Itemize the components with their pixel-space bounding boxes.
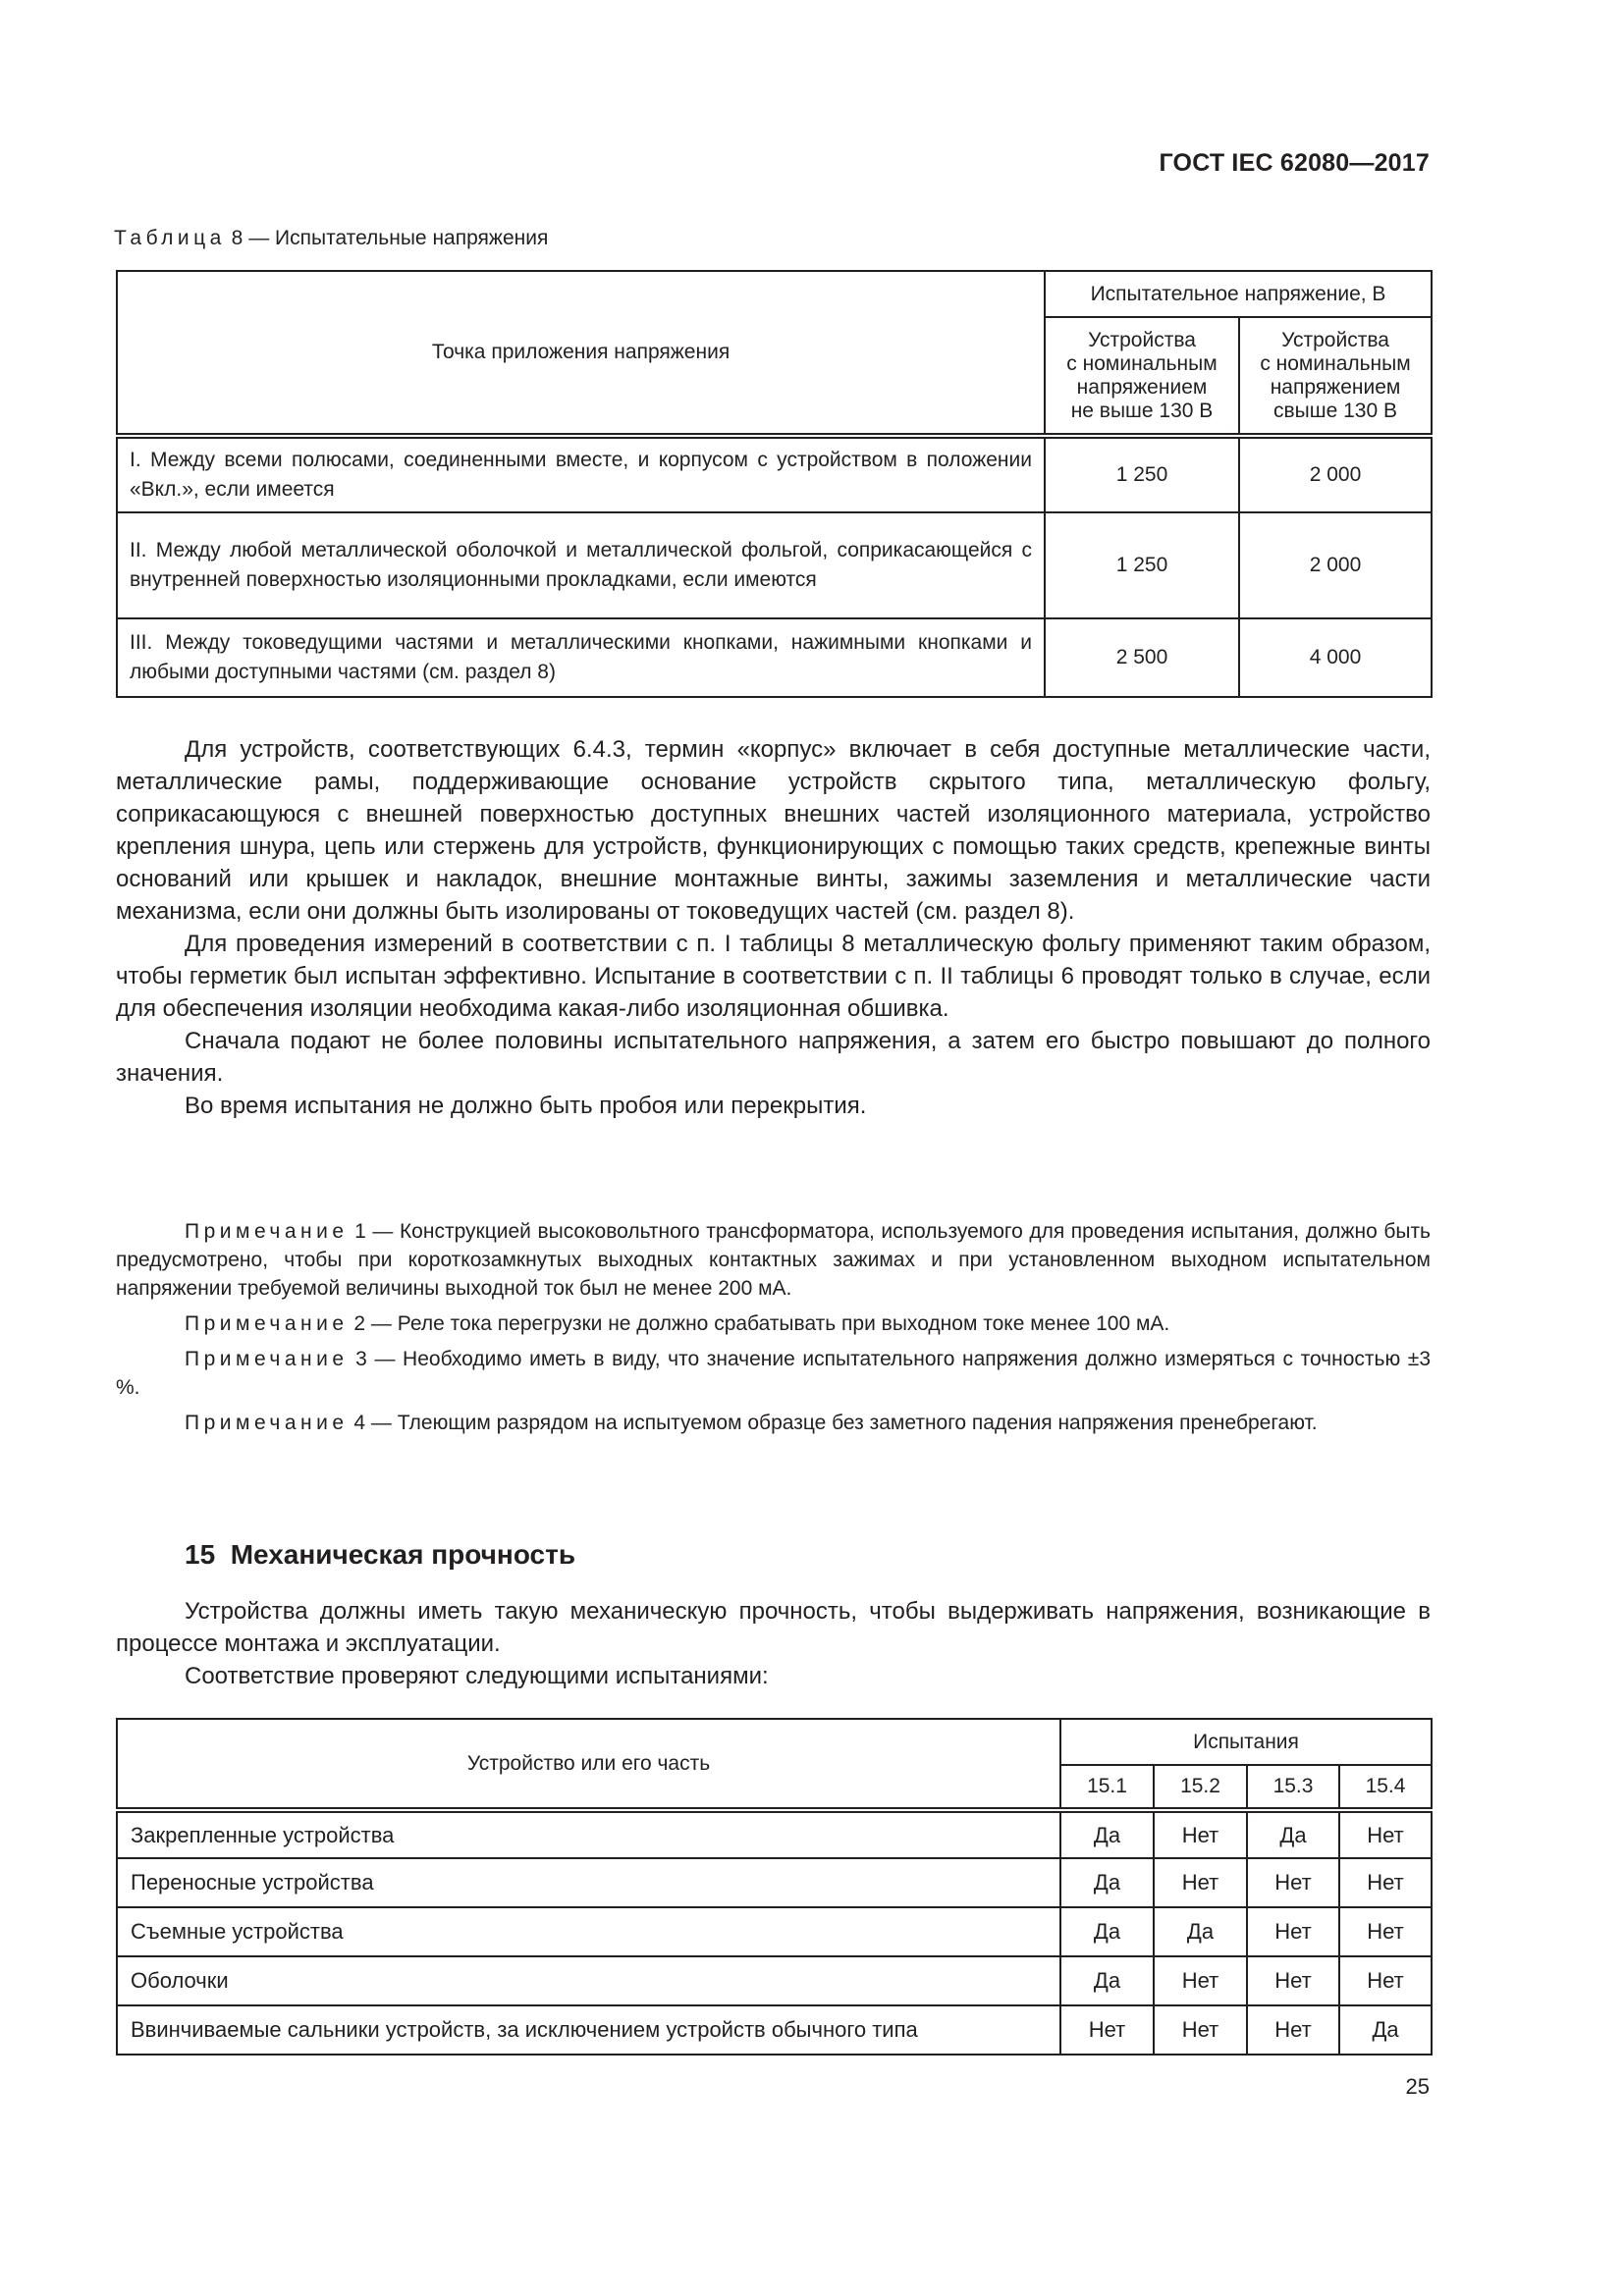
section-15-paragraphs bbox=[116, 1595, 1431, 1692]
device-name: Закрепленные устройства bbox=[117, 1810, 1060, 1858]
table-header-row bbox=[117, 271, 1432, 317]
header-line: Устройства bbox=[1088, 328, 1196, 351]
low-voltage-value: 2 500 bbox=[1045, 618, 1239, 697]
body-paragraphs bbox=[116, 733, 1431, 1122]
table-row bbox=[117, 1956, 1432, 2005]
table-8-caption bbox=[114, 227, 548, 250]
header-line: с номинальным bbox=[1066, 351, 1218, 375]
page-number: 25 bbox=[1405, 2074, 1430, 2099]
test-result: Нет bbox=[1154, 1858, 1247, 1907]
table-row bbox=[117, 512, 1432, 618]
test-result: Нет bbox=[1154, 2005, 1247, 2055]
header-line: свыше 130 В bbox=[1273, 399, 1397, 422]
note-number: 1 — bbox=[348, 1220, 400, 1243]
high-voltage-value: 2 000 bbox=[1239, 436, 1432, 512]
section-15-heading: 15 Механическая прочность bbox=[185, 1539, 576, 1570]
test-result: Нет bbox=[1339, 1956, 1432, 2005]
paragraph-housing-definition: Для устройств, соответствующих 6.4.3, термин «корпус» включает в себя доступные металлические части, металлические рамы, поддерживающие основание устройств скрытого типа, металлическую фольгу, соприкасающуюся с внешней поверхностью доступных внешних частей изоляционного материала, устройство крепления шнура, цепь или стержень для устройств, функционирующих с помощью таких средств, крепежные винты оснований или крышек и накладок, внешние монтажные винты, зажимы заземления и металлические части механизма, если они должны быть изолированы от токоведущих частей (см. раздел 8). bbox=[116, 736, 1431, 925]
device-name: Ввинчиваемые сальники устройств, за исключением устройств обычного типа bbox=[117, 2005, 1060, 2055]
test-result: Нет bbox=[1247, 2005, 1339, 2055]
test-result: Нет bbox=[1339, 1810, 1432, 1858]
test-result: Да bbox=[1339, 2005, 1432, 2055]
test-result: Да bbox=[1060, 1810, 1154, 1858]
table-row bbox=[117, 2005, 1432, 2055]
header-test-voltage: Испытательное напряжение, В bbox=[1045, 271, 1432, 317]
device-name: Оболочки bbox=[117, 1956, 1060, 2005]
note-label: Примечание bbox=[185, 1312, 349, 1335]
test-result: Да bbox=[1247, 1810, 1339, 1858]
table-row bbox=[117, 436, 1432, 512]
high-voltage-value: 4 000 bbox=[1239, 618, 1432, 697]
header-tests: Испытания bbox=[1060, 1719, 1432, 1765]
header-line: напряжением bbox=[1270, 375, 1401, 399]
paragraph-no-breakdown: Во время испытания не должно быть пробоя или перекрытия. bbox=[185, 1093, 867, 1119]
test-result: Да bbox=[1060, 1907, 1154, 1956]
note-text: Конструкцией высоковольтного трансформатора, используемого для проведения испытания, должно быть предусмотрено, чтобы при короткозамкнутых выходных контактных зажимах и при установленном выходном испытательном напряжении требуемой величины выходной ток был не менее 200 мА. bbox=[116, 1220, 1432, 1300]
note-2 bbox=[116, 1309, 1431, 1338]
note-label: Примечание bbox=[185, 1220, 349, 1243]
test-result: Нет bbox=[1154, 1810, 1247, 1858]
caption-title: 8 — Испытательные напряжения bbox=[225, 227, 549, 249]
note-text: Необходимо иметь в виду, что значение испытательного напряжения должно измеряться с точностью ±3 %. bbox=[116, 1348, 1431, 1399]
paragraph-voltage-ramp: Сначала подают не более половины испытательного напряжения, а затем его быстро повышают до полного значения. bbox=[116, 1028, 1431, 1087]
application-point-cell: I. Между всеми полюсами, соединенными вместе, и корпусом с устройством в положении «Вкл.», если имеется bbox=[117, 436, 1045, 512]
device-name: Съемные устройства bbox=[117, 1907, 1060, 1956]
notes-block bbox=[116, 1217, 1431, 1444]
test-result: Нет bbox=[1339, 1858, 1432, 1907]
header-line: с номинальным bbox=[1260, 351, 1411, 375]
header-line: не выше 130 В bbox=[1070, 399, 1214, 422]
header-device: Устройство или его часть bbox=[117, 1719, 1060, 1810]
test-result: Нет bbox=[1154, 1956, 1247, 2005]
header-high-voltage-devices bbox=[1239, 317, 1432, 436]
table-row bbox=[117, 1907, 1432, 1956]
note-label: Примечание bbox=[185, 1412, 349, 1434]
test-result: Да bbox=[1154, 1907, 1247, 1956]
test-result: Нет bbox=[1060, 2005, 1154, 2055]
note-1 bbox=[116, 1217, 1431, 1303]
test-result: Нет bbox=[1247, 1956, 1339, 2005]
paragraph-compliance: Соответствие проверяют следующими испытаниями: bbox=[185, 1663, 769, 1689]
note-text: Тлеющим разрядом на испытуемом образце без заметного падения напряжения пренебрегают. bbox=[397, 1412, 1318, 1434]
note-number: 3 — bbox=[348, 1348, 404, 1370]
header-line: напряжением bbox=[1076, 375, 1208, 399]
application-point-cell: III. Между токоведущими частями и металлическими кнопками, нажимными кнопками и любыми доступными частями (см. раздел 8) bbox=[117, 618, 1045, 697]
table-row bbox=[117, 1858, 1432, 1907]
note-number: 2 — bbox=[348, 1312, 398, 1335]
test-result: Да bbox=[1060, 1956, 1154, 2005]
table-row bbox=[117, 1810, 1432, 1858]
header-test-id: 15.1 bbox=[1060, 1765, 1154, 1810]
header-test-id: 15.4 bbox=[1339, 1765, 1432, 1810]
header-test-id: 15.3 bbox=[1247, 1765, 1339, 1810]
note-text: Реле тока перегрузки не должно срабатывать при выходном токе менее 100 мА. bbox=[397, 1312, 1170, 1335]
note-4 bbox=[116, 1409, 1431, 1437]
low-voltage-value: 1 250 bbox=[1045, 436, 1239, 512]
note-3 bbox=[116, 1345, 1431, 1402]
caption-label: Таблица bbox=[114, 227, 226, 249]
table-header-row bbox=[117, 1719, 1432, 1765]
document-id-header: ГОСТ IEC 62080—2017 bbox=[1159, 149, 1430, 177]
high-voltage-value: 2 000 bbox=[1239, 512, 1432, 618]
header-line: Устройства bbox=[1281, 328, 1389, 351]
low-voltage-value: 1 250 bbox=[1045, 512, 1239, 618]
test-result: Нет bbox=[1247, 1907, 1339, 1956]
paragraph-foil-measurement: Для проведения измерений в соответствии с п. I таблицы 8 металлическую фольгу применяют таким образом, чтобы герметик был испытан эффективно. Испытание в соответствии с п. II таблицы 6 проводят только в случае, если для обеспечения изоляции необходима какая-либо изоляционная обшивка. bbox=[116, 931, 1431, 1022]
table-row bbox=[117, 618, 1432, 697]
header-low-voltage-devices bbox=[1045, 317, 1239, 436]
paragraph-mechanical-strength: Устройства должны иметь такую механическую прочность, чтобы выдерживать напряжения, возникающие в процессе монтажа и эксплуатации. bbox=[116, 1598, 1431, 1657]
note-label: Примечание bbox=[185, 1348, 349, 1370]
test-result: Нет bbox=[1247, 1858, 1339, 1907]
mechanical-tests-table bbox=[116, 1718, 1433, 2056]
note-number: 4 — bbox=[348, 1412, 398, 1434]
test-voltage-table bbox=[116, 270, 1433, 698]
test-result: Да bbox=[1060, 1858, 1154, 1907]
header-application-point: Точка приложения напряжения bbox=[117, 271, 1045, 436]
header-test-id: 15.2 bbox=[1154, 1765, 1247, 1810]
device-name: Переносные устройства bbox=[117, 1858, 1060, 1907]
test-result: Нет bbox=[1339, 1907, 1432, 1956]
application-point-cell: II. Между любой металлической оболочкой и металлической фольгой, соприкасающейся с внутренней поверхностью изоляционными прокладками, если имеются bbox=[117, 512, 1045, 618]
